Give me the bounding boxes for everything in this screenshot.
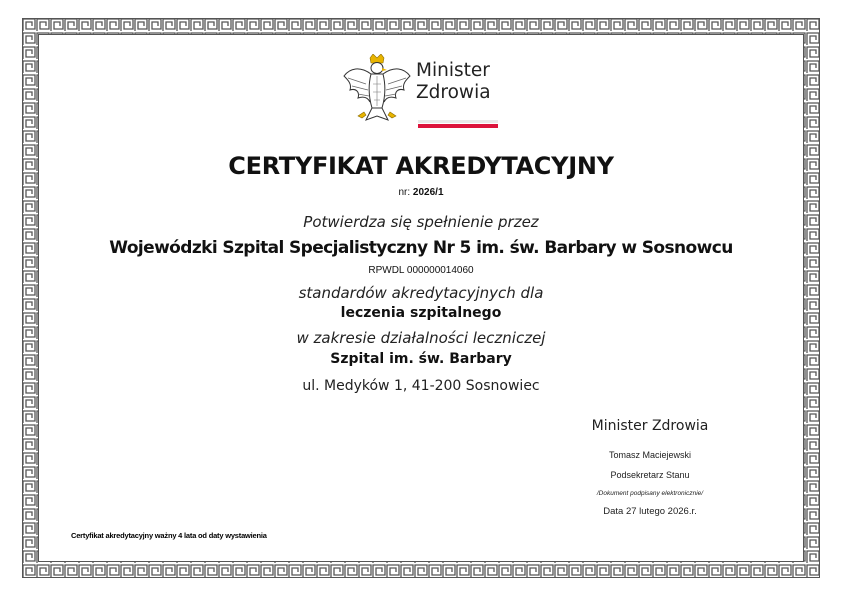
signature-name: Tomasz Maciejewski: [608, 450, 692, 460]
certificate-number: [0, 187, 842, 198]
logo-text: [416, 60, 491, 104]
unit-name: Szpital im. św. Barbary: [330, 351, 512, 367]
signature-title: Minister Zdrowia: [591, 418, 709, 434]
activity-text: w zakresie działalności leczniczej: [296, 329, 546, 347]
confirms-text: Potwierdza się spełnienie przez: [303, 213, 539, 231]
ministry-logo: [340, 52, 510, 132]
eagle-emblem-icon: [342, 54, 412, 130]
registry-number: RPWDL 000000014060: [368, 265, 474, 276]
standards-text: standardów akredytacyjnych dla: [298, 284, 544, 302]
polish-flag-stripe: [418, 120, 498, 128]
scope: leczenia szpitalnego: [340, 305, 502, 321]
institution-name: Wojewódzki Szpital Specjalistyczny Nr 5 im. św. Barbary w Sosnowcu: [109, 238, 733, 258]
validity-note: Certyfikat akredytacyjny ważny 4 lata od daty wystawienia: [71, 531, 267, 540]
number-value: 2026/1: [412, 187, 444, 198]
signature-note: /Dokument podpisany elektronicznie/: [596, 490, 704, 497]
certificate-title: CERTYFIKAT AKREDYTACYJNY: [228, 152, 614, 180]
number-label: nr:: [398, 187, 413, 198]
signature-date: Data 27 lutego 2026.r.: [603, 506, 697, 517]
logo-line2: Zdrowia: [416, 82, 491, 103]
logo-line1: Minister: [416, 60, 490, 81]
signature-role: Podsekretarz Stanu: [610, 470, 690, 480]
address: ul. Medyków 1, 41-200 Sosnowiec: [302, 378, 540, 394]
